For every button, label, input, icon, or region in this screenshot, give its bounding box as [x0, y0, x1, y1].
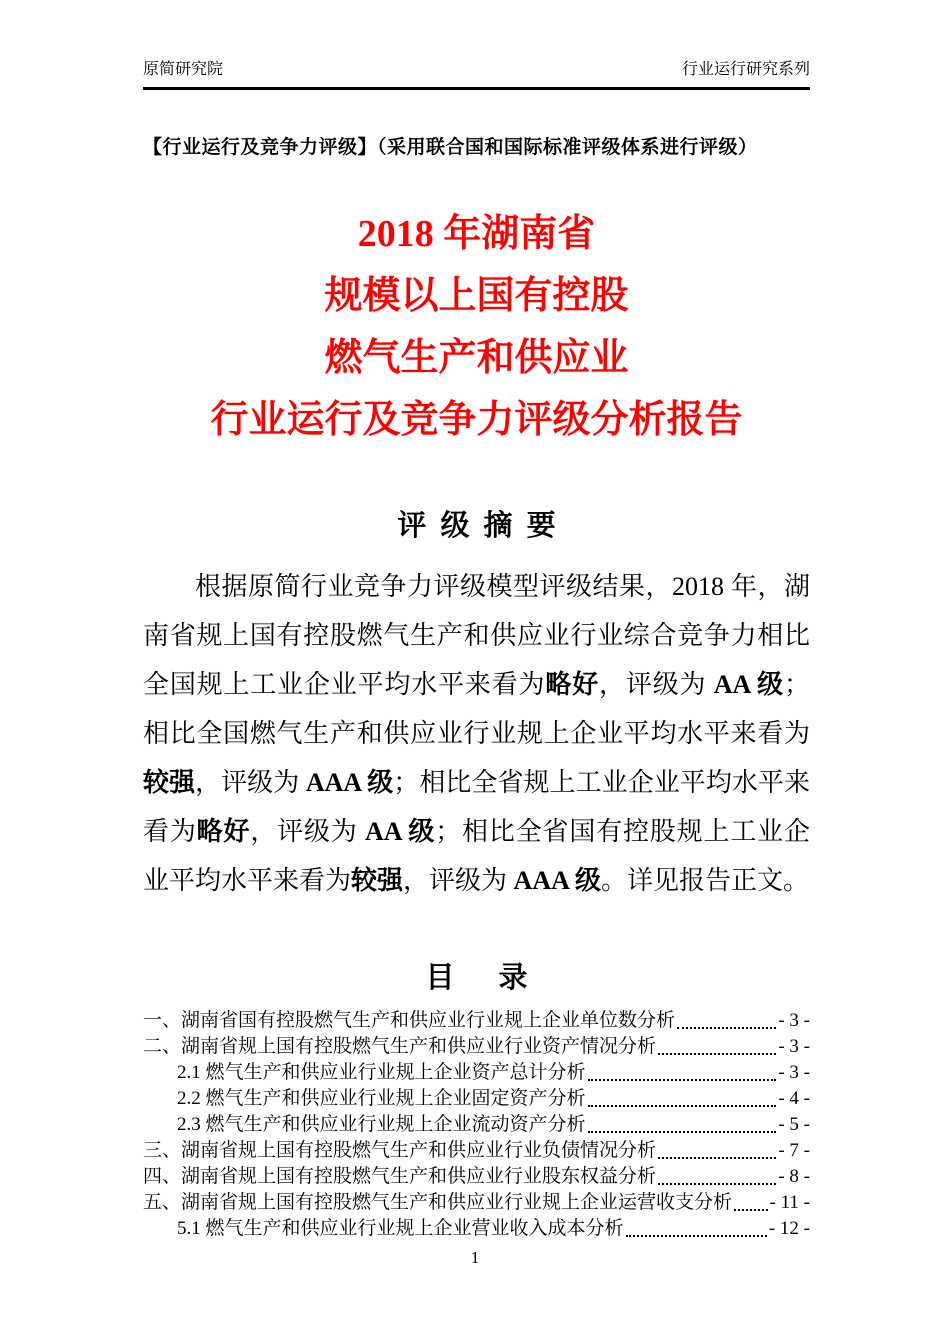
- toc-entry: [143, 1086, 810, 1112]
- text-segment: 根据原简行业竞争力评级模型评级结果，2018 年，湖南省规上国有控股燃气生产和供应业行业综合竞争力相比全国规上工业企业平均水平来看为: [143, 572, 810, 699]
- toc-heading: 目 录: [425, 962, 528, 994]
- toc-entry-label: 5.1 燃气生产和供应业行业规上企业营业收入成本分析: [177, 1218, 624, 1239]
- text-segment: ，评级为: [403, 866, 514, 895]
- rating-term: AA 级: [364, 817, 436, 846]
- toc-entry: [143, 1138, 810, 1164]
- toc-entry-label: 一、湖南省国有控股燃气生产和供应业行业规上企业单位数分析: [143, 1010, 676, 1031]
- toc-dot-leader: [734, 1209, 768, 1211]
- toc-entry-label: 2.2 燃气生产和供应业行业规上企业固定资产分析: [177, 1088, 586, 1109]
- toc-page-number: - 8 -: [778, 1166, 810, 1187]
- summary-paragraph: [143, 562, 810, 905]
- toc-dot-leader: [588, 1131, 777, 1133]
- title-line-1: 2018 年湖南省: [357, 213, 596, 255]
- toc-entry-label: 四、湖南省规上国有控股燃气生产和供应业行业股东权益分析: [143, 1166, 657, 1187]
- toc-page-number: - 3 -: [778, 1062, 810, 1083]
- toc-dot-leader: [677, 1027, 776, 1029]
- title-line-4: 行业运行及竞争力评级分析报告: [210, 399, 743, 441]
- rating-term: AA 级: [713, 670, 784, 699]
- toc-page-number: - 4 -: [778, 1088, 810, 1109]
- rating-term: AAA 级: [513, 866, 601, 895]
- toc-page-number: - 12 -: [768, 1218, 810, 1239]
- rating-term: AAA 级: [305, 768, 394, 797]
- toc-entry: [143, 1034, 810, 1060]
- toc-list: [143, 1008, 810, 1242]
- rating-term: 略好: [196, 817, 251, 846]
- text-segment: ，评级为: [599, 670, 714, 699]
- text-segment: ，评级为: [250, 817, 365, 846]
- header-right-text: 行业运行研究系列: [681, 61, 810, 78]
- toc-entry-label: 五、湖南省规上国有控股燃气生产和供应业行业规上企业运营收支分析: [143, 1192, 733, 1213]
- toc-dot-leader: [588, 1105, 777, 1107]
- toc-entry: [143, 1216, 810, 1242]
- toc-page-number: - 3 -: [778, 1036, 810, 1057]
- toc-entry: [143, 1164, 810, 1190]
- text-segment: ；相比全省规上工业企业平均水平来看为: [143, 768, 810, 846]
- summary-heading: 评 级 摘 要: [397, 510, 556, 542]
- toc-entry-label: 2.3 燃气生产和供应业行业规上企业流动资产分析: [177, 1114, 586, 1135]
- toc-entry: [143, 1060, 810, 1086]
- toc-dot-leader: [658, 1053, 776, 1055]
- title-line-3: 燃气生产和供应业: [324, 337, 629, 379]
- toc-dot-leader: [658, 1157, 776, 1159]
- toc-dot-leader: [658, 1183, 776, 1185]
- rating-term: 较强: [143, 768, 196, 797]
- toc-entry: [143, 1190, 810, 1216]
- rating-notice-line: 【行业运行及竞争力评级】（采用联合国和国际标准评级体系进行评级）: [143, 137, 758, 158]
- title-line-2: 规模以上国有控股: [324, 275, 629, 317]
- page-header: [143, 60, 810, 90]
- text-segment: ；相比全省国有控股规上工业企业平均水平来看为: [143, 817, 810, 895]
- text-segment: ；相比全国燃气生产和供应业行业规上企业平均水平来看为: [143, 670, 810, 748]
- toc-entry-label: 三、湖南省规上国有控股燃气生产和供应业行业负债情况分析: [143, 1140, 657, 1161]
- toc-page-number: - 3 -: [778, 1010, 810, 1031]
- rating-term: 较强: [351, 866, 404, 895]
- toc-entry-label: 二、湖南省规上国有控股燃气生产和供应业行业资产情况分析: [143, 1036, 657, 1057]
- report-title: [143, 203, 810, 451]
- toc-entry-label: 2.1 燃气生产和供应业行业规上企业资产总计分析: [177, 1062, 586, 1083]
- text-segment: 。详见报告正文。: [600, 866, 809, 895]
- toc-entry: [143, 1008, 810, 1034]
- toc-page-number: - 11 -: [769, 1192, 810, 1213]
- toc-dot-leader: [588, 1079, 777, 1081]
- header-left-text: 原简研究院: [143, 61, 224, 78]
- toc-page-number: - 5 -: [778, 1114, 810, 1135]
- page-number-footer: 1: [470, 1248, 480, 1267]
- text-segment: ，评级为: [195, 768, 306, 797]
- toc-dot-leader: [626, 1235, 767, 1237]
- toc-page-number: - 7 -: [778, 1140, 810, 1161]
- rating-term: 略好: [545, 670, 600, 699]
- toc-entry: [143, 1112, 810, 1138]
